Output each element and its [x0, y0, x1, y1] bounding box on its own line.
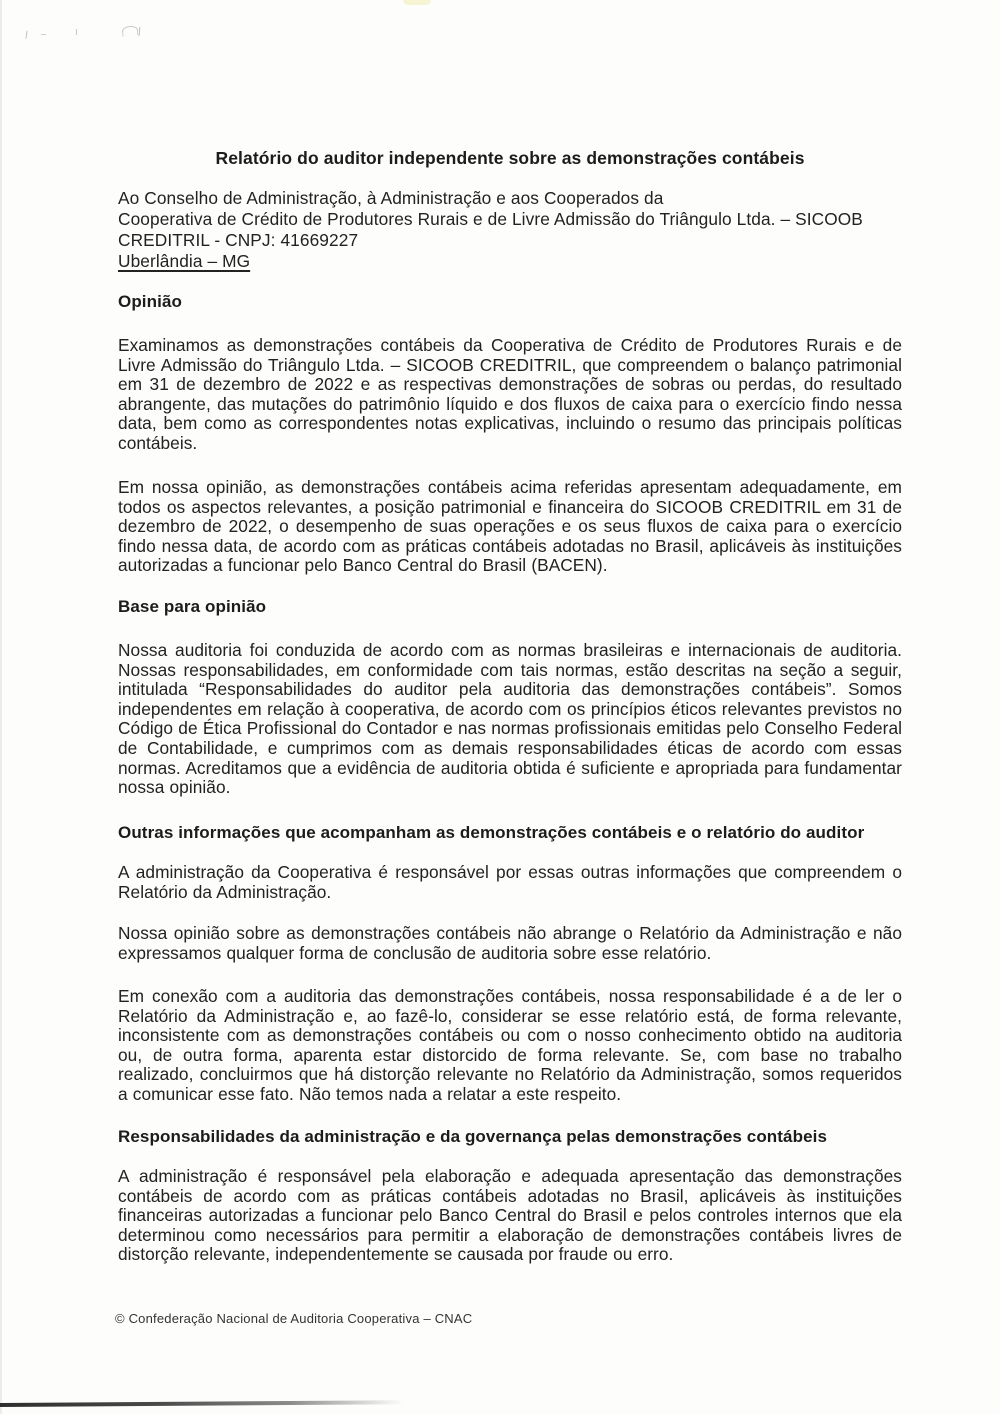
paragraph-outras-1: A administração da Cooperativa é responsável por essas outras informações que compreendem o Relatório da Administração.: [118, 862, 902, 902]
pencil-mark: [25, 31, 30, 39]
pencil-mark: [139, 27, 143, 36]
scan-left-edge: [0, 0, 2, 1414]
recipient-line: Ao Conselho de Administração, à Administração e aos Cooperados da: [118, 188, 664, 208]
section-heading-opiniao: Opinião: [118, 292, 182, 311]
recipient-city-line: Uberlândia – MG: [118, 251, 251, 271]
footer-copyright: © Confederação Nacional de Auditoria Cooperativa – CNAC: [115, 1311, 473, 1326]
pencil-mark: [41, 30, 46, 35]
section-heading-responsabilidades: Responsabilidades da administração e da governança pelas demonstrações contábeis: [118, 1127, 828, 1146]
pencil-mark: [122, 25, 139, 37]
section-heading-base-para-opiniao: Base para opinião: [118, 597, 267, 616]
scan-bottom-line: [0, 1400, 403, 1406]
document-title: Relatório do auditor independente sobre as demonstrações contábeis: [215, 148, 805, 168]
scan-top-smudge: [403, 0, 431, 5]
recipient-line: CREDITRIL - CNPJ: 41669227: [118, 230, 359, 250]
recipient-block: [118, 188, 902, 272]
section-heading-outras-informacoes: Outras informações que acompanham as demonstrações contábeis e o relatório do auditor: [118, 823, 865, 842]
paragraph-base-1: Nossa auditoria foi conduzida de acordo com as normas brasileiras e internacionais de auditoria. Nossas responsabilidades, em conformidade com tais normas, estão descritas na seção a seguir, intitulada “Responsabilidades do auditor pela auditoria das demonstrações contábeis”. Somos independentes em relação à cooperativa, de acordo com os princípios éticos relevantes previstos no Código de Ética Profissional do Contador e nas normas profissionais emitidas pelo Conselho Federal de Contabilidade, e cumprimos com as demais responsabilidades éticas de acordo com essas normas. Acreditamos que a evidência de auditoria obtida é suficiente e apropriada para fundamentar nossa opinião.: [118, 640, 902, 798]
paragraph-outras-3: Em conexão com a auditoria das demonstrações contábeis, nossa responsabilidade é a de ler o Relatório da Administração e, ao fazê-lo, considerar se esse relatório está, de forma relevante, inconsistente com as demonstrações contábeis ou com o nosso conhecimento obtido na auditoria ou, de outra forma, aparenta estar distorcido de forma relevante. Se, com base no trabalho realizado, concluirmos que há distorção relevante no Relatório da Administração, somos requeridos a comunicar esse fato. Não temos nada a relatar a este respeito.: [118, 986, 902, 1104]
paragraph-outras-2: Nossa opinião sobre as demonstrações contábeis não abrange o Relatório da Administração e não expressamos qualquer forma de conclusão de auditoria sobre esse relatório.: [118, 923, 902, 963]
paragraph-responsabilidades-1: A administração é responsável pela elaboração e adequada apresentação das demonstrações contábeis de acordo com as práticas contábeis adotadas no Brasil, aplicáveis às instituições financeiras autorizadas a funcionar pelo Banco Central do Brasil e pelos controles internos que ela determinou como necessários para permitir a elaboração de demonstrações contábeis livres de distorção relevante, independentemente se causada por fraude ou erro.: [118, 1166, 902, 1265]
paragraph-opiniao-2: Em nossa opinião, as demonstrações contábeis acima referidas apresentam adequadamente, em todos os aspectos relevantes, a posição patrimonial e financeira do SICOOB CREDITRIL em 31 de dezembro de 2022, o desempenho de suas operações e os seus fluxos de caixa para o exercício findo nessa data, de acordo com as práticas contábeis adotadas no Brasil, aplicáveis às instituições autorizadas a funcionar pelo Banco Central do Brasil (BACEN).: [118, 477, 902, 576]
recipient-line: Cooperativa de Crédito de Produtores Rurais e de Livre Admissão do Triângulo Ltda. – SICOOB: [118, 209, 863, 229]
paragraph-opiniao-1: Examinamos as demonstrações contábeis da Cooperativa de Crédito de Produtores Rurais e de Livre Admissão do Triângulo Ltda. – SICOOB CREDITRIL, que compreendem o balanço patrimonial em 31 de dezembro de 2022 e as respectivas demonstrações de sobras ou perdas, do resultado abrangente, das mutações do patrimônio líquido e dos fluxos de caixa para o exercício findo nessa data, bem como as correspondentes notas explicativas, incluindo o resumo das principais políticas contábeis.: [118, 335, 902, 453]
pencil-mark: [76, 29, 79, 35]
